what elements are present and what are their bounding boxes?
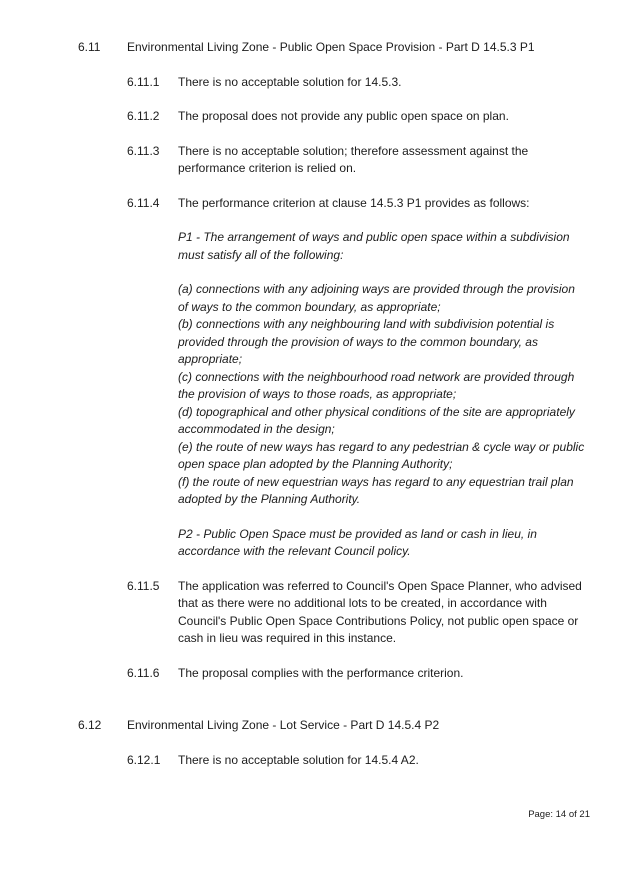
quote-block (178, 281, 586, 509)
clause-item (127, 195, 586, 213)
section-heading (78, 717, 586, 735)
clause-number: 6.12.1 (127, 752, 161, 767)
clause-text: The performance criterion at clause 14.5.3 P1 provides as follows: (178, 195, 530, 210)
clause-number: 6.11.6 (127, 665, 160, 680)
quote-paragraph: (f) the route of new equestrian ways has regard to any equestrian trail plan adopted by the Planning Authority. (178, 474, 574, 506)
clause-item (127, 108, 586, 126)
clause-number: 6.11.1 (127, 74, 160, 89)
quote-paragraph: P1 - The arrangement of ways and public open space within a subdivision must satisfy all of the following: (178, 230, 570, 262)
page-number-footer: Page: 14 of 21 (528, 809, 590, 820)
clause-item (127, 752, 586, 770)
clause-number: 6.11.3 (127, 143, 160, 158)
section-heading (78, 39, 586, 57)
document-content (0, 39, 586, 769)
quote-paragraph: (e) the route of new ways has regard to any pedestrian & cycle way or public open space plan adopted by the Planning Authority; (178, 439, 585, 471)
clause-text: The application was referred to Council's Open Space Planner, who advised that as there were no additional lots to be created, in accordance with Council's Public Open Space Contributions Policy, not public open space or cash in lieu was required in this instance. (178, 578, 582, 645)
clause-text: There is no acceptable solution for 14.5.3. (178, 74, 402, 89)
quote-block (178, 526, 586, 561)
clause-text: The proposal does not provide any public open space on plan. (178, 109, 509, 123)
clause-text: The proposal complies with the performance criterion. (178, 665, 464, 680)
clause-item (127, 143, 586, 178)
clause-item (127, 665, 586, 683)
section-title: Environmental Living Zone - Public Open Space Provision - Part D 14.5.3 P1 (127, 40, 535, 54)
clause-number: 6.11.2 (127, 109, 160, 123)
clause-number: 6.11.5 (127, 578, 160, 593)
quote-paragraph: (a) connections with any adjoining ways are provided through the provision of ways to the common boundary, as appropriate; (178, 282, 575, 314)
quote-paragraph: (c) connections with the neighbourhood road network are provided through the provision of ways to those roads, as appropriate; (178, 369, 575, 401)
quote-block (178, 229, 586, 264)
section-title: Environmental Living Zone - Lot Service - Part D 14.5.4 P2 (127, 718, 440, 732)
clause-number: 6.11.4 (127, 195, 160, 210)
clause-item (127, 578, 586, 648)
section-number: 6.12 (78, 718, 102, 732)
quote-paragraph: P2 - Public Open Space must be provided as land or cash in lieu, in accordance with the relevant Council policy. (178, 526, 537, 558)
clause-text: There is no acceptable solution; therefore assessment against the performance criterion is relied on. (178, 143, 529, 175)
clause-item (127, 74, 586, 92)
quote-paragraph: (b) connections with any neighbouring land with subdivision potential is provided through the provision of ways to the common boundary, as appropriate; (178, 317, 555, 366)
clause-text: There is no acceptable solution for 14.5.4 A2. (178, 752, 419, 767)
quote-paragraph: (d) topographical and other physical conditions of the site are appropriately accommodated in the design; (178, 404, 575, 436)
section-number: 6.11 (78, 40, 101, 54)
